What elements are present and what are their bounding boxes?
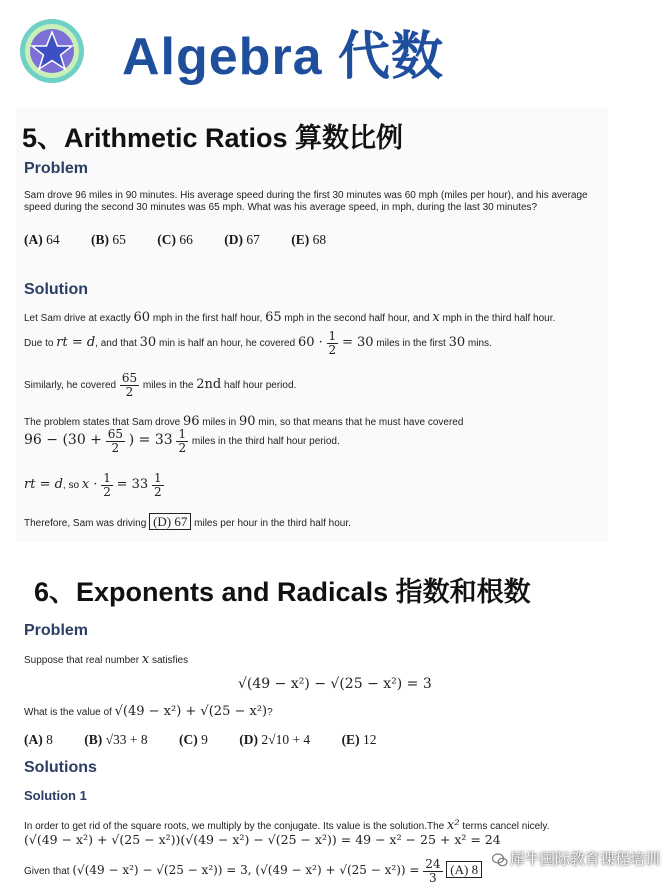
- solution-line-4: The problem states that Sam drove 96 miles in 90 min, so that means that he must have covered: [24, 414, 464, 429]
- fraction-one-half-4: $\frac{1}{2}$: [154, 471, 162, 499]
- star-badge-icon: [18, 17, 86, 85]
- problem-text: Sam drove 96 miles in 90 minutes. His average speed during the first 30 minutes was 60 mph (miles per hour), and his average speed during the second 30 minutes was 65 mph. What was his average speed, in mph, during the last 30 minutes?: [24, 190, 588, 213]
- choice-e: (E) 68: [291, 232, 327, 247]
- fraction-65-half: $\frac{65}{2}$: [121, 371, 138, 399]
- solution-line-1: Let Sam drive at exactly 60 mph in the first half hour, 65 mph in the second half hour, and x mph in the third half hour.: [24, 310, 556, 325]
- problem-heading-6: Problem: [24, 622, 89, 639]
- wechat-icon: [492, 852, 508, 868]
- fraction-one-half-2: $\frac{1}{2}$: [178, 427, 187, 455]
- choice-d: (D) 67: [224, 232, 260, 247]
- problem-6-line-1: Suppose that real number x satisfies: [24, 652, 189, 667]
- choice-c: (C) 66: [157, 232, 193, 247]
- solution-line-3: Similarly, he covered $\frac{65}{2}$ miles in the 2nd half hour period.: [24, 371, 297, 399]
- fraction-65-half-2: $\frac{65}{2}$: [107, 427, 123, 455]
- watermark: 犀牛国际教育课程培训: [492, 848, 660, 869]
- problem-6-equation: √(49 − x²) − √(25 − x²) = 3: [238, 676, 432, 692]
- choice-c: (C) 9: [179, 732, 208, 747]
- choice-a: (A) 8: [24, 732, 53, 747]
- fraction-one-half: $\frac{1}{2}$: [328, 329, 337, 357]
- solution-6-line-2: (√(49 − x²) + √(25 − x²))(√(49 − x²) − √(25 − x²)) = 49 − x² − 25 + x² = 24: [24, 832, 501, 847]
- choice-e: (E) 12: [341, 732, 377, 747]
- choice-d: (D) 2√10 + 4: [239, 732, 311, 747]
- solution-line-2: Due to rt = d, and that 30 min is half an hour, he covered 60 · $\frac{1}{2}$ = 30 miles in the first 30 mins.: [24, 329, 492, 357]
- solution-1-heading: Solution 1: [24, 788, 87, 803]
- section-6-title: 6、Exponents and Radicals 指数和根数: [34, 577, 531, 607]
- solution-heading: Solution: [24, 281, 88, 298]
- solutions-heading: Solutions: [24, 759, 97, 776]
- problem-heading: Problem: [24, 160, 89, 177]
- fraction-24-3: $\frac{24}{3}$: [425, 857, 441, 885]
- fraction-one-half-3: $\frac{1}{2}$: [103, 471, 111, 499]
- answer-choices-6: [24, 732, 404, 748]
- choice-b: (B) 65: [91, 232, 126, 247]
- problem-6-question: What is the value of √(49 − x²) + √(25 − x²)?: [24, 704, 273, 719]
- boxed-answer: (D) 67: [149, 513, 191, 530]
- boxed-answer-6: (A) 8: [446, 861, 482, 878]
- page-title: Algebra 代数: [122, 28, 445, 86]
- solution-6-line-3: Given that (√(49 − x²) − √(25 − x²)) = 3, (√(49 − x²) + √(25 − x²)) = $\frac{24}{3}$ (A) 8: [24, 858, 482, 885]
- solution-6-line-1: In order to get rid of the square roots, we multiply by the conjugate. Its value is the solution.The x² terms cancel nicely.: [24, 818, 550, 833]
- header: [0, 0, 672, 100]
- choice-b: (B) √33 + 8: [84, 732, 148, 747]
- section-5-title: 5、Arithmetic Ratios 算数比例: [22, 123, 404, 153]
- solution-line-5: 96 − (30 + $\frac{65}{2}$ ) = 33 $\frac{1}{2}$ miles in the third half hour period.: [24, 427, 340, 455]
- solution-line-7: Therefore, Sam was driving (D) 67 miles per hour in the third half hour.: [24, 514, 351, 529]
- solution-line-6: rt = d, so x · $\frac{1}{2}$ = 33 $\frac{1}{2}$: [24, 471, 162, 499]
- answer-choices: [24, 232, 354, 248]
- choice-a: (A) 64: [24, 232, 60, 247]
